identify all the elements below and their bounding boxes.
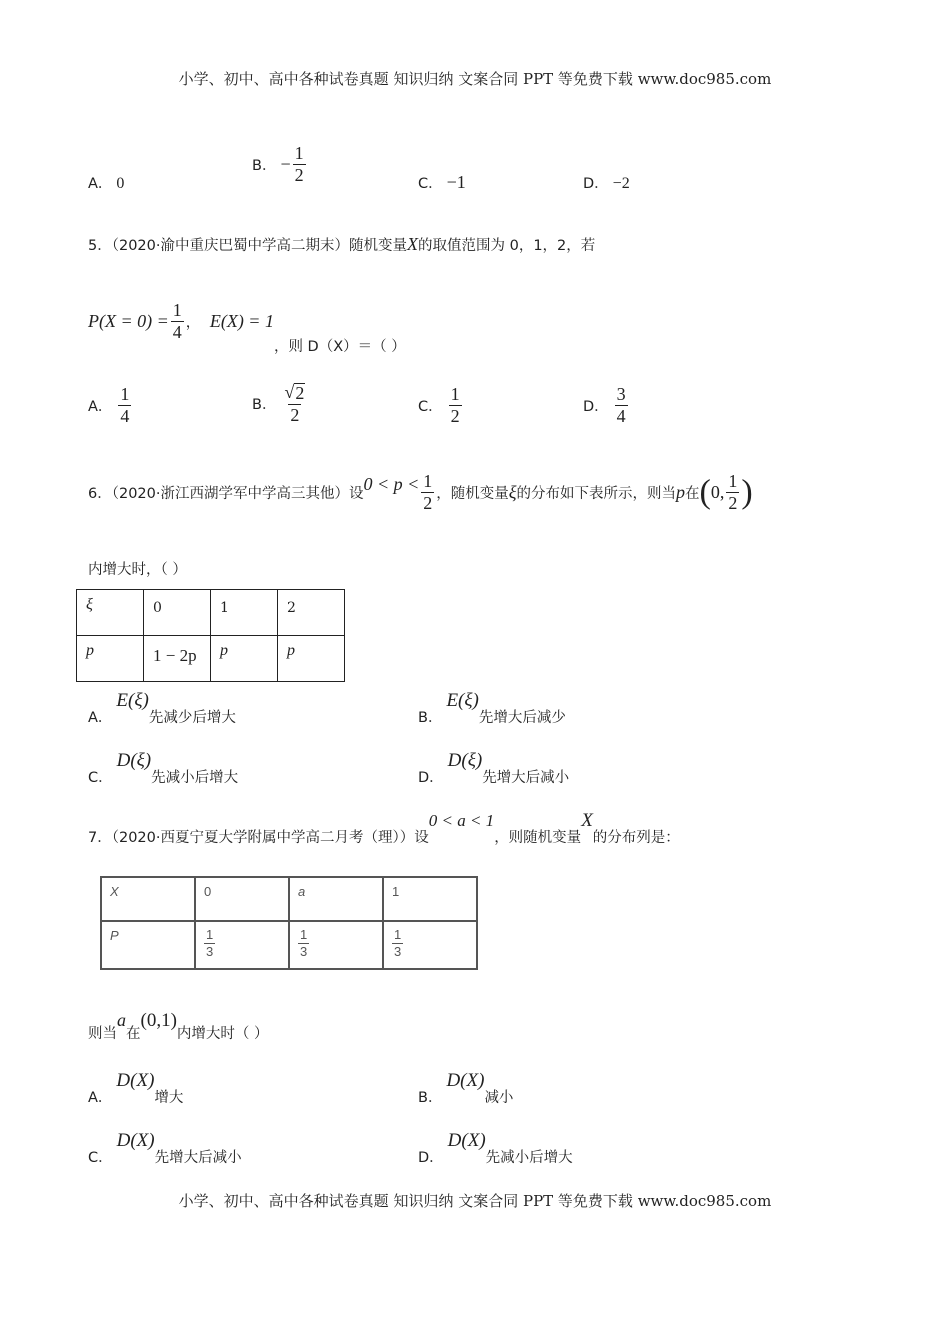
- q7-option-c[interactable]: [88, 1130, 242, 1166]
- table-cell: [383, 877, 477, 921]
- q7-stem-text: 7．（2020·西夏宁夏大学附属中学高二月考（理））设: [88, 830, 429, 846]
- denominator: 2: [294, 164, 304, 185]
- denominator: 4: [616, 405, 626, 426]
- option-text: 增大: [154, 1090, 184, 1106]
- q6-option-c[interactable]: [88, 750, 239, 786]
- cell-fraction: [204, 928, 215, 958]
- numerator: 1: [206, 927, 214, 942]
- option-text: 先减少后增大: [148, 710, 236, 726]
- right-paren: ): [741, 473, 753, 511]
- page-footer: 小学、初中、高中各种试卷真题 知识归纳 文案合同 PPT 等免费下载 www.doc985.com: [178, 1192, 772, 1210]
- a-symbol: a: [117, 1010, 126, 1030]
- cell-text: ξ: [86, 596, 93, 613]
- numerator: [282, 383, 307, 404]
- option-value: −1: [446, 172, 466, 192]
- option-label: A．: [88, 176, 113, 192]
- q6-option-a[interactable]: [88, 690, 236, 726]
- table-row: [101, 877, 477, 921]
- cell-text: 1: [392, 884, 400, 899]
- table-cell: [289, 921, 383, 969]
- xi-symbol: ξ: [508, 481, 517, 502]
- table-row: [77, 636, 345, 682]
- interval-left: 0,: [710, 481, 725, 502]
- q7-mid: ，则随机变量: [494, 830, 582, 846]
- q7-ask-post: 内增大时（ ）: [176, 1026, 269, 1042]
- option-label: C．: [418, 176, 443, 192]
- cell-text: 0: [204, 884, 212, 899]
- cond-fraction: [171, 301, 184, 342]
- radicand: 2: [295, 383, 305, 403]
- denominator: 3: [206, 943, 214, 959]
- cell-text: 0: [153, 600, 162, 616]
- q7-interval: (0,1): [140, 1010, 177, 1031]
- denominator: 4: [120, 405, 130, 426]
- table-cell: [383, 921, 477, 969]
- option-label: C．: [88, 1150, 113, 1166]
- table-cell: [278, 636, 345, 682]
- table-cell: [144, 636, 211, 682]
- cell-text: 1: [220, 600, 229, 616]
- denominator: 2: [423, 492, 433, 513]
- table-cell: [77, 590, 144, 636]
- q7-option-b[interactable]: [418, 1070, 514, 1106]
- option-expr: D(X): [447, 1130, 486, 1151]
- cell-fraction: [298, 928, 309, 958]
- table-cell: [144, 590, 211, 636]
- option-label: A．: [88, 1090, 113, 1106]
- numerator: 1: [172, 300, 182, 320]
- var-x: X: [406, 234, 418, 254]
- option-expr: D(X): [116, 1130, 155, 1151]
- option-label: B．: [252, 397, 277, 414]
- q5-option-b[interactable]: [252, 383, 309, 425]
- denominator: 4: [172, 321, 182, 342]
- q5-option-a[interactable]: [88, 385, 133, 426]
- option-text: 先减小后增大: [151, 770, 239, 786]
- cell-fraction: [392, 928, 403, 958]
- option-expr: E(ξ): [116, 690, 149, 711]
- numerator: 3: [616, 384, 626, 404]
- q4-option-d[interactable]: [583, 172, 630, 193]
- option-sign: −: [280, 153, 291, 174]
- q6-cond-fraction: [421, 472, 434, 513]
- q4-option-a[interactable]: [88, 172, 124, 193]
- denominator: 2: [450, 405, 460, 426]
- cell-text: P: [110, 928, 119, 943]
- numerator: 1: [394, 927, 402, 942]
- sqrt: [284, 383, 305, 403]
- cell-text: p: [86, 642, 94, 659]
- numerator: 1: [120, 384, 130, 404]
- q5-stem-after: 的取值范围为 0，1，2，若: [417, 238, 596, 254]
- q6-stem-text: 6．（2020·浙江西湖学军中学高三其他）设: [88, 485, 364, 502]
- numerator: 1: [300, 927, 308, 942]
- q7-ask-pre: 则当: [88, 1026, 117, 1042]
- cell-text: X: [110, 884, 119, 899]
- cell-text: 2: [287, 600, 296, 616]
- p-symbol: p: [676, 481, 685, 502]
- option-fraction: [449, 385, 462, 426]
- q6-stem: [88, 472, 753, 513]
- q6-mid2: 的分布如下表所示，则当: [516, 485, 676, 502]
- numerator: 1: [450, 384, 460, 404]
- q7-distribution-table: [100, 876, 478, 970]
- cell-text: p: [220, 642, 228, 659]
- q6-distribution-table: [76, 589, 345, 682]
- option-text: 减小: [484, 1090, 514, 1106]
- q6-cond: 0 < p <: [363, 473, 420, 494]
- option-expr: D(ξ): [116, 750, 152, 771]
- option-fraction: [282, 383, 307, 425]
- q7-option-a[interactable]: [88, 1070, 184, 1106]
- option-fraction: [293, 144, 306, 185]
- option-text: 先增大后减小: [154, 1150, 242, 1166]
- q6-option-b[interactable]: [418, 690, 566, 726]
- cell-text: a: [298, 884, 306, 899]
- numerator: 1: [423, 471, 433, 491]
- option-label: D．: [583, 176, 609, 192]
- table-cell: [211, 590, 278, 636]
- q5-condition: [88, 300, 406, 355]
- option-text: 先增大后减少: [478, 710, 566, 726]
- q4-option-b[interactable]: [252, 144, 308, 185]
- option-label: A．: [88, 398, 113, 415]
- page-header: 小学、初中、高中各种试卷真题 知识归纳 文案合同 PPT 等免费下载 www.doc985.com: [178, 70, 772, 88]
- option-expr: D(X): [446, 1070, 485, 1091]
- interval-fraction: [726, 472, 739, 513]
- q6-in: 在: [685, 485, 700, 502]
- table-cell: [195, 877, 289, 921]
- option-label: C．: [88, 770, 113, 786]
- cond-left: P(X = 0) =: [88, 310, 169, 331]
- option-text: 先增大后减小: [482, 770, 570, 786]
- q6-mid: ，随机变量: [436, 485, 509, 502]
- cell-text: 1 − 2p: [153, 646, 197, 665]
- option-value: −2: [612, 175, 630, 192]
- option-label: B．: [418, 1090, 443, 1106]
- table-cell: [211, 636, 278, 682]
- numerator: 1: [728, 471, 738, 491]
- q5-ask: ，则 D（X）＝（ ）: [273, 338, 406, 355]
- option-expr: D(ξ): [447, 750, 483, 771]
- option-label: B．: [252, 157, 277, 174]
- var-x: X: [581, 810, 593, 831]
- table-row: [101, 921, 477, 969]
- table-cell: [278, 590, 345, 636]
- q7-ask: [88, 1010, 269, 1042]
- denominator: 3: [394, 943, 402, 959]
- left-paren: (: [699, 473, 711, 511]
- denominator: 2: [728, 492, 738, 513]
- option-expr: E(ξ): [446, 690, 479, 711]
- table-row: [77, 590, 345, 636]
- option-label: D．: [418, 770, 444, 786]
- q7-option-d[interactable]: [418, 1130, 573, 1166]
- denominator: 2: [290, 404, 300, 425]
- option-label: D．: [583, 398, 609, 415]
- q5-option-d[interactable]: [583, 385, 630, 426]
- q6-option-d[interactable]: [418, 750, 570, 786]
- q4-option-c[interactable]: [418, 172, 466, 193]
- cond-right: E(X) = 1: [209, 310, 274, 331]
- option-fraction: [615, 385, 628, 426]
- q5-option-c[interactable]: [418, 385, 464, 426]
- option-text: 先减小后增大: [485, 1150, 573, 1166]
- sqrt-symbol: √: [284, 382, 295, 402]
- option-fraction: [118, 385, 131, 426]
- q7-cond: 0 < a < 1: [428, 811, 495, 830]
- option-label: A．: [88, 710, 113, 726]
- table-cell: [101, 921, 195, 969]
- option-label: B．: [418, 710, 443, 726]
- q7-in: 在: [126, 1026, 141, 1042]
- table-cell: [101, 877, 195, 921]
- cell-text: p: [287, 642, 295, 659]
- table-cell: [289, 877, 383, 921]
- option-label: C．: [418, 398, 443, 415]
- option-expr: D(X): [116, 1070, 155, 1091]
- q7-after: 的分布列是：: [592, 830, 680, 846]
- option-value: 0: [116, 175, 125, 192]
- table-cell: [77, 636, 144, 682]
- q7-stem: [88, 810, 680, 846]
- cond-sep: ，: [185, 314, 201, 331]
- denominator: 3: [300, 943, 308, 959]
- q5-stem: [88, 234, 595, 255]
- q6-line2: 内增大时，（ ）: [88, 562, 187, 578]
- numerator: 1: [294, 143, 304, 163]
- table-cell: [195, 921, 289, 969]
- option-label: D．: [418, 1150, 444, 1166]
- q5-stem-text: 5．（2020·渝中重庆巴蜀中学高二期末）随机变量: [88, 238, 407, 254]
